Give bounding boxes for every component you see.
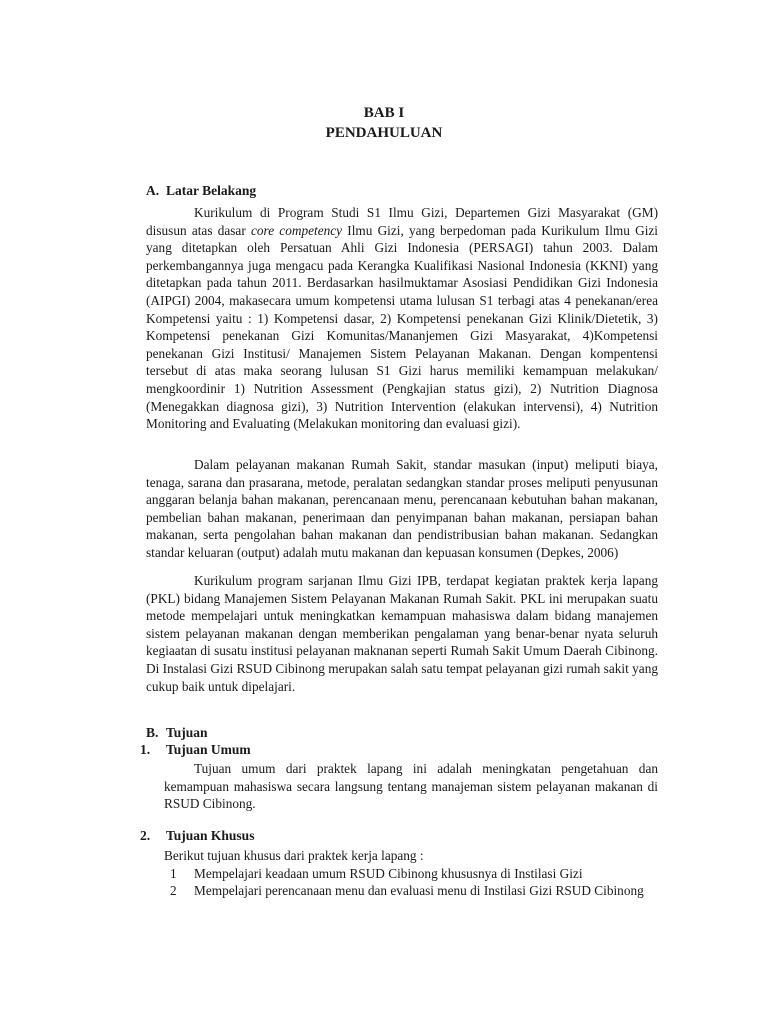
background-paragraph-1-italic: core competency <box>250 222 343 238</box>
background-paragraph-3 <box>146 572 658 695</box>
list-item-text: Mempelajari perencanaan menu dan evaluasi menu di Instilasi Gizi RSUD Cibinong <box>194 883 644 898</box>
general-objective-heading <box>140 741 440 758</box>
section-a-title: Latar Belakang <box>166 183 257 198</box>
section-b-title: Tujuan <box>166 725 208 740</box>
general-objective-paragraph <box>164 760 658 813</box>
list-item-marker: 2 <box>170 883 177 898</box>
specific-objective-intro: Berikut tujuan khusus dari praktek kerja lapang : <box>164 848 424 863</box>
chapter-number: BAB I <box>363 105 405 121</box>
list-item <box>170 865 662 883</box>
background-paragraph-1-rest: Ilmu Gizi, yang berpedoman pada Kurikulum Ilmu Gizi yang ditetapkan oleh Persatuan Ahli Gizi Indonesia (PERSAGI) tahun 2003. Dalam perkembangannya juga mengacu pada Kerangka Kualifikasi Nasional Indonesia (KKNI) yang ditetapkan pada tahun 2011. Berdasarkan hasilmuktamar Asosiasi Pendidikan Gizi Indonesia (AIPGI) 2004, makasecara umum kompetensi utama lulusan S1 terbagi atas 4 penekanan/erea Kompetensi yaitu : 1) Kompetensi dasar, 2) Kompetensi penekanan Gizi Klinik/Dietetik, 3) Kompetensi penekanan Gizi Komunitas/Mananjemen Gizi Masyarakat, 4)Kompetensi penekanan Gizi Institusi/ Manajemen Sistem Pelayanan Makanan. Dengan kompentensi tersebut di atas maka seorang lulusan S1 Gizi harus memiliki kemampuan melakukan/ mengkoordinir 1) Nutrition Assessment (Pengkajian status gizi), 2) Nutrition Diagnosa (Menegakkan diagnosa gizi), 3) Nutrition Intervention (elakukan intervensi), 4) Nutrition Monitoring and Evaluating (Melakukan monitoring dan evaluasi gizi). <box>146 222 659 432</box>
specific-objective-heading <box>140 827 440 844</box>
specific-objective-title: Tujuan Khusus <box>166 828 255 843</box>
background-paragraph-2-text: Dalam pelayanan makanan Rumah Sakit, standar masukan (input) meliputi biaya, tenaga, sarana dan prasarana, metode, peralatan sedangkan standar proses meliputi penyusunan anggaran belanja bahan makanan, perencanaan menu, perencanaan kebutuhan bahan makanan, pembelian bahan makanan, penerimaan dan penyimpanan bahan makanan, persiapan bahan makanan, serta pengolahan bahan makanan dan pendistribusian bahan makanan. Sedangkan standar keluaran (output) adalah mutu makanan dan kepuasan konsumen (Depkes, 2006) <box>146 457 658 560</box>
list-item-text: Mempelajari keadaan umum RSUD Cibinong khususnya di Instilasi Gizi <box>194 866 583 881</box>
list-item <box>170 882 662 918</box>
section-b-letter: B. <box>146 725 159 740</box>
general-objective-text: Tujuan umum dari praktek lapang ini adalah meningkatan pengetahuan dan kemampuan mahasiswa secara langsung tentang manajeman sistem pelayanan makanan di RSUD Cibinong. <box>164 761 658 812</box>
list-item-marker: 1 <box>170 866 177 881</box>
background-paragraph-1 <box>146 204 658 433</box>
section-a-letter: A. <box>146 183 160 198</box>
background-paragraph-1-start: Kurikulum di Program Studi S1 Ilmu Gizi, Departemen Gizi Masyarakat (GM) disusun atas dasar <box>146 205 658 238</box>
general-objective-number: 1. <box>140 742 151 757</box>
specific-objective-number: 2. <box>140 828 151 843</box>
section-b-heading <box>146 724 446 741</box>
background-paragraph-2 <box>146 456 658 562</box>
background-paragraph-3-text: Kurikulum program sarjanan Ilmu Gizi IPB, terdapat kegiatan praktek kerja lapang (PKL) bidang Manajemen Sistem Pelayanan Makanan Rumah Sakit. PKL ini merupakan suatu metode mempelajari untuk meningkatkan kemampuan mahasiswa dalam bidang manajemen sistem pelayanan makanan dengan memberikan pengalaman yang benar-benar nyata seluruh kegiaatan di susatu institusi pelayanan maknanan seperti Rumah Sakit Umum Daerah Cibinong. Di Instalasi Gizi RSUD Cibinong merupakan salah satu tempat pelayanan gizi rumah sakit yang cukup baik untuk dipelajari. <box>146 573 658 694</box>
section-a-heading <box>146 182 446 199</box>
general-objective-title: Tujuan Umum <box>166 742 251 757</box>
chapter-title: PENDAHULUAN <box>325 125 443 141</box>
